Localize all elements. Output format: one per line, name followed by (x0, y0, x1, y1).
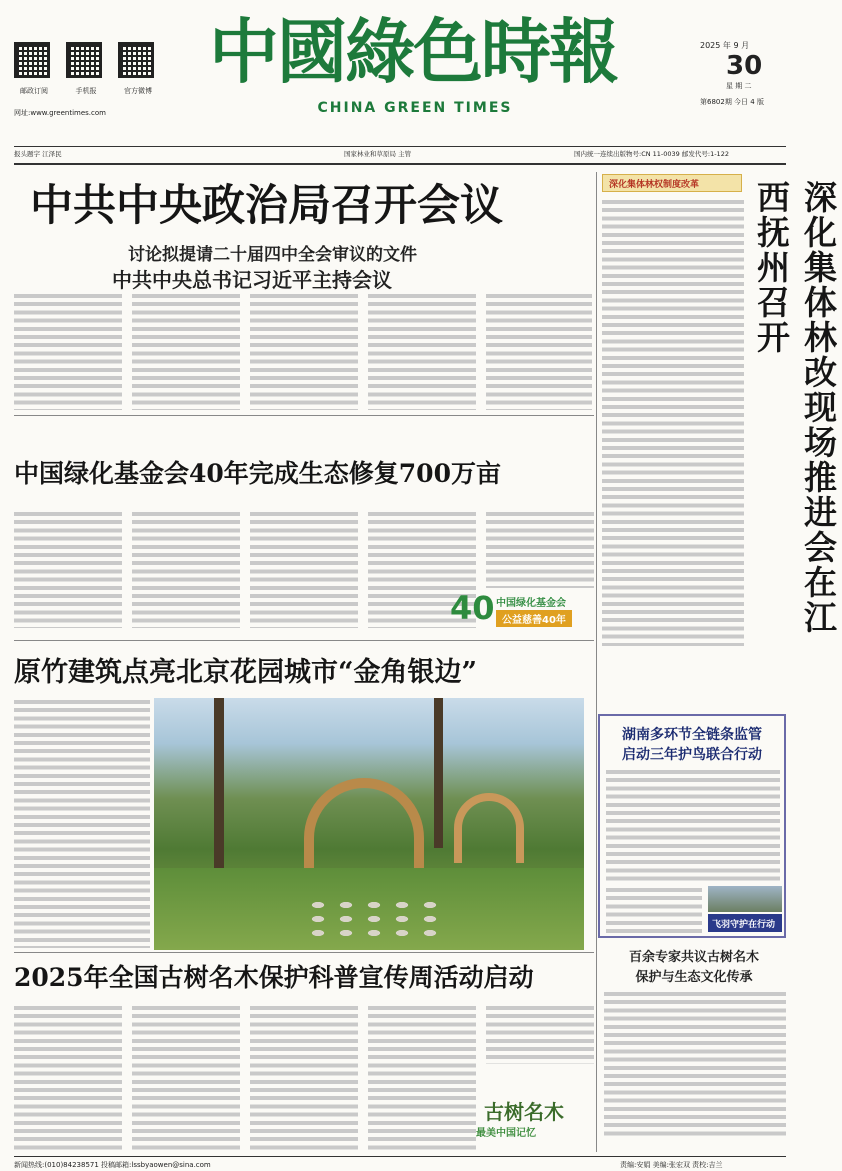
box-tag (708, 914, 782, 932)
footer-right: 责编:安娟 美编:张宏双 责校:吉兰 (620, 1161, 723, 1169)
story2-headline: 中国绿化基金会40年完成生态修复700万亩 (14, 459, 501, 488)
date-year-month: 2025 年 9 月 (700, 41, 750, 50)
box-tag-label: 飞羽守护在行动 (712, 920, 776, 930)
date-day: 30 (726, 51, 763, 81)
column-divider (596, 172, 597, 1152)
logo-title: 古树名木 (484, 1100, 564, 1124)
body-column (14, 510, 122, 628)
story3-text-column (14, 698, 150, 948)
info-center: 国家林业和草原局 主管 (344, 150, 412, 158)
sidebar-story-body (604, 990, 786, 1138)
stepping-stone-path (304, 898, 444, 938)
logo-subtitle: 最美中国记忆 (476, 1128, 536, 1139)
body-column (250, 292, 358, 410)
qr-code-icon (66, 42, 102, 78)
divider (14, 146, 786, 147)
bamboo-arch (304, 778, 424, 868)
anniversary-number: 40 (450, 589, 495, 627)
newspaper-logo: 中國綠色時報 (209, 10, 617, 93)
divider (14, 1156, 786, 1157)
tree-trunk (434, 698, 443, 848)
body-column (14, 1004, 122, 1152)
qr-label: 官方微博 (124, 87, 152, 95)
body-column (486, 1004, 594, 1064)
body-column (486, 510, 594, 588)
story4-headline: 2025年全国古树名木保护科普宣传周活动启动 (14, 963, 534, 992)
story3-headline: 原竹建筑点亮北京花园城市“金角银边” (14, 657, 478, 688)
tree-trunk (214, 698, 224, 868)
newspaper-logo-en: CHINA GREEN TIMES (317, 100, 513, 116)
footer-left: 新闻热线:(010)84238571 投稿邮箱:lssbyaowen@sina.com (14, 1161, 211, 1169)
sidebar-story-title: 保护与生态文化传承 (635, 970, 753, 985)
badge-subtitle: 公益慈善40年 (496, 610, 572, 627)
vertical-headline: 深化集体林改现场推进会在江西抚州召开 (752, 180, 838, 635)
featured-box (598, 714, 786, 938)
box-title: 湖南多环节全链条监管 (622, 727, 762, 743)
column-tag-label: 深化集体林权制度改革 (609, 180, 700, 190)
column-tag (602, 174, 742, 192)
body-column (14, 292, 122, 410)
qr-label: 邮政订阅 (20, 87, 48, 95)
box-title: 启动三年护鸟联合行动 (622, 747, 762, 763)
story1-subheadline: 讨论拟提请二十届四中全会审议的文件 (128, 245, 417, 265)
website: 网址:www.greentimes.com (14, 109, 106, 117)
box-body-text (606, 886, 702, 934)
info-right: 国内统一连续出版物号:CN 11-0039 邮发代号:1-122 (574, 150, 729, 158)
foundation-badge (450, 588, 590, 630)
box-body-text (606, 768, 780, 884)
divider (14, 952, 594, 953)
divider (14, 415, 594, 416)
body-column (368, 1004, 476, 1152)
ancient-tree-logo (472, 1090, 582, 1144)
divider (14, 163, 786, 165)
divider (14, 640, 594, 641)
qr-code-icon (14, 42, 50, 78)
body-column (132, 510, 240, 628)
body-column (250, 510, 358, 628)
sidebar-story-title: 百余专家共议古树名木 (628, 950, 759, 965)
info-bar (14, 149, 786, 161)
badge-title: 中国绿化基金会 (496, 598, 566, 609)
story1-headline: 中共中央政治局召开会议 (30, 181, 503, 231)
bird-photo (708, 886, 782, 912)
bamboo-architecture-photo (154, 698, 584, 950)
body-column (368, 292, 476, 410)
body-column (486, 292, 592, 410)
body-column (132, 1004, 240, 1152)
body-column (250, 1004, 358, 1152)
qr-code-icon (118, 42, 154, 78)
masthead (0, 0, 800, 146)
date-block (700, 40, 790, 107)
sidebar-body-text (602, 198, 744, 646)
story1-subheadline: 中共中央总书记习近平主持会议 (112, 268, 392, 292)
bamboo-arch (454, 793, 524, 863)
story1-columns (14, 292, 592, 410)
body-column (132, 292, 240, 410)
weekday: 星 期 二 (726, 82, 752, 90)
info-left: 报头题字 江泽民 (14, 150, 62, 158)
issue-number: 第6802期 今日 4 版 (700, 98, 764, 106)
qr-label: 手机报 (75, 87, 97, 95)
